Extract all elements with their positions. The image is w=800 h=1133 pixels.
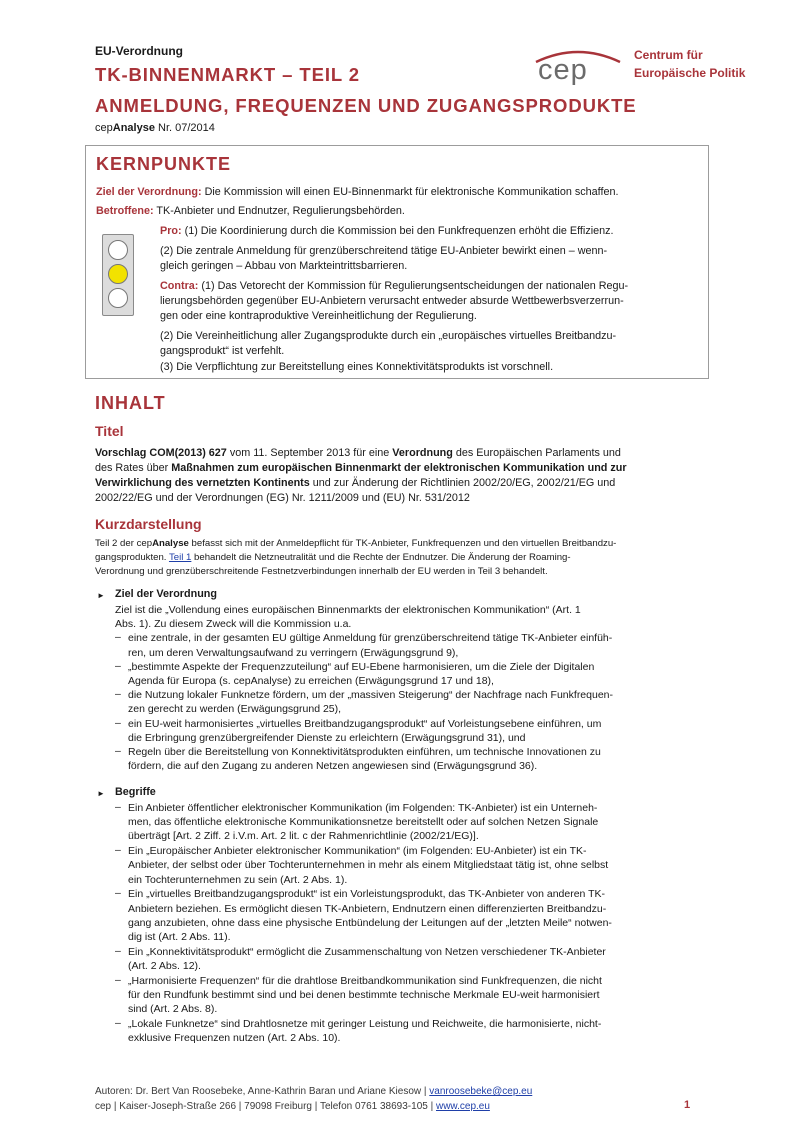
list-item: Agenda für Europa (s. cepAnalyse) zu erreichen (Erwägungsgrund 17 und 18), — [128, 675, 494, 687]
list-item: „Lokale Funknetze“ sind Drahtlosnetze mit geringer Leistung und Reichweite, die harmonisierte, nicht- — [128, 1018, 602, 1030]
traffic-light-icon — [102, 234, 134, 316]
ziel-text-line: Ziel ist die „Vollendung eines europäischen Binnenmarkts der elektronischen Kommunikation“ (Art. 1 — [115, 604, 581, 616]
cep-logo — [528, 40, 758, 90]
document-type: EU-Verordnung — [95, 44, 184, 58]
traffic-light-lamp-amber — [108, 264, 128, 284]
titel-line-2: des Rates über Maßnahmen zum europäischen Binnenmarkt der elektronischen Kommunikation und zur — [95, 462, 627, 474]
footer-address: cep | Kaiser-Joseph-Straße 266 | 79098 Freiburg | Telefon 0761 38693-105 | www.cep.eu — [95, 1101, 490, 1112]
kurz-line-2: gangsprodukten. Teil 1 behandelt die Netzneutralität und die Rechte der Endnutzer. Die Änderung der Roaming- — [95, 552, 571, 563]
list-dash: – — [115, 1017, 121, 1029]
bullet-arrow-icon: ► — [97, 789, 105, 798]
list-dash: – — [115, 631, 121, 644]
begriffe-heading: Begriffe — [115, 786, 156, 798]
document-title-line-1: TK-BINNENMARKT – TEIL 2 — [95, 64, 360, 85]
betroffene-line: Betroffene: TK-Anbieter und Endnutzer, Regulierungsbehörden. — [96, 205, 405, 217]
list-item: ein EU-weit harmonisiertes „virtuelles Breitbandzugangsprodukt“ auf Vorleistungsebene einführen, um — [128, 717, 602, 730]
contra-3: (3) Die Verpflichtung zur Bereitstellung eines Konnektivitätsprodukts ist vorschnell. — [160, 361, 554, 373]
titel-line-4: 2002/22/EG und der Verordnungen (EG) Nr. 1211/2009 und (EU) Nr. 531/2012 — [95, 492, 470, 504]
list-item: Ein Anbieter öffentlicher elektronischer Kommunikation (im Folgenden: TK-Anbieter) ist ein Unterneh- — [128, 802, 598, 814]
list-item: die Erbringung grenzübergreifender Dienste zu erleichtern (Erwägungsgrund 31), und — [128, 731, 526, 744]
list-item: die Nutzung lokaler Funknetze fördern, um der „massiven Steigerung“ der Nachfrage nach Funkfrequen- — [128, 689, 614, 702]
pro-1: Pro: (1) Die Koordinierung durch die Kommission bei den Funkfrequenzen erhöht die Effizienz. — [160, 225, 614, 237]
list-dash: – — [115, 688, 121, 701]
list-item: Ein „virtuelles Breitbandzugangsprodukt“ ist ein Vorleistungsprodukt, das TK-Anbieter von anderen TK- — [128, 888, 606, 901]
list-item: fördern, die auf den Zugang zu anderen Netzen angewiesen sind (Erwägungsgrund 36). — [128, 760, 538, 773]
list-item: überträgt [Art. 2 Ziff. 2 i.V.m. Art. 2 lit. c der Rahmenrichtlinie (2002/21/EG)]. — [128, 830, 479, 843]
list-dash: – — [115, 887, 121, 900]
contra-2-line-2: gangsprodukt“ ist verfehlt. — [160, 345, 285, 357]
list-item: gang anzubieten, ohne dass eine physische Entbündelung der Leitungen auf der „letzten Meile“ notwen- — [128, 916, 612, 929]
traffic-light-lamp — [108, 240, 128, 260]
document-title-line-2: ANMELDUNG, FREQUENZEN UND ZUGANGSPRODUKTE — [95, 95, 637, 116]
list-dash: – — [115, 745, 121, 757]
footer — [95, 1084, 532, 1114]
titel-line-3: Verwirklichung des vernetzten Kontinents und zur Änderung der Richtlinien 2002/20/EG, 2002/21/EG und — [95, 477, 616, 489]
list-dash: – — [115, 944, 121, 957]
list-dash: – — [115, 973, 121, 986]
list-item: dig ist (Art. 2 Abs. 11). — [128, 931, 231, 943]
website-link[interactable]: www.cep.eu — [435, 1101, 490, 1112]
titel-heading: Titel — [95, 423, 124, 439]
list-item: Ein „Europäischer Anbieter elektronischer Kommunikation“ (im Folgenden: EU-Anbieter) ist ein TK- — [128, 845, 587, 858]
contra-1-line-3: gen oder eine kontraproduktive Vereinheitlichung der Regulierung. — [160, 310, 477, 322]
list-item: sind (Art. 2 Abs. 8). — [128, 1003, 218, 1016]
page-number: 1 — [684, 1099, 691, 1111]
author-email-link[interactable]: vanroosebeke@cep.eu — [429, 1086, 533, 1097]
contra-1-line-2: lierungsbehörden gegenüber EU-Anbietern verursacht entweder absurde Wettbewerbsverzerrun- — [160, 295, 624, 307]
titel-line-1: Vorschlag COM(2013) 627 vom 11. September 2013 für eine Verordnung des Europäischen Parlaments und — [95, 447, 621, 459]
kurzdarstellung-heading: Kurzdarstellung — [95, 516, 202, 532]
pro-2-line-1: (2) Die zentrale Anmeldung für grenzüberschreitend tätige EU-Anbieter bewirkt einen – wenn- — [160, 245, 608, 257]
list-dash: – — [115, 716, 121, 729]
list-item: Anbietern beziehen. Es ermöglicht diesen TK-Anbietern, Endnutzern einen differenzierten Breitbandzu- — [128, 902, 607, 915]
list-item: „bestimmte Aspekte der Frequenzzuteilung“ auf EU-Ebene harmonisieren, um die Ziele der Digitalen — [128, 660, 595, 673]
footer-authors: Autoren: Dr. Bert Van Roosebeke, Anne-Kathrin Baran und Ariane Kiesow | vanroosebeke@cep.eu — [95, 1086, 533, 1097]
traffic-light-lamp — [108, 288, 128, 308]
logo-text: Centrum für Europäische Politik — [634, 48, 746, 80]
kernpunkte-box — [85, 145, 709, 379]
list-item: (Art. 2 Abs. 12). — [128, 960, 201, 972]
list-item: ein Tochterunternehmen zu sein (Art. 2 Abs. 1). — [128, 873, 348, 886]
list-item: exklusive Frequenzen nutzen (Art. 2 Abs. 10). — [128, 1032, 341, 1045]
list-item: eine zentrale, in der gesamten EU gültige Anmeldung für grenzüberschreitend tätige TK-Anbieter einfüh- — [128, 632, 613, 645]
list-item: Regeln über die Bereitstellung von Konnektivitätsprodukten einführen, um technische Innovationen zu — [128, 746, 601, 758]
list-dash: – — [115, 801, 121, 813]
list-item: für den Rundfunk bestimmt sind und bei denen bestimmte technische Merkmale EU-weit harmonisiert — [128, 989, 600, 1001]
list-dash: – — [115, 659, 121, 672]
pro-2-line-2: gleich geringen – Abbau von Markteintrittsbarrieren. — [160, 260, 408, 272]
list-item: „Harmonisierte Frequenzen“ für die drahtlose Breitbandkommunikation sind Funkfrequenzen, die nicht — [128, 974, 602, 987]
ziel-text-line: Abs. 1). Zu diesem Zweck will die Kommission u.a. — [115, 618, 352, 631]
ziel-heading: Ziel der Verordnung — [115, 588, 217, 600]
list-item: Anbieter, der selbst oder über Tochterunternehmen in mehr als einem Mitgliedstaat tätig ist, ohne selbst — [128, 859, 609, 872]
list-item: ren, um deren Verwaltungsaufwand zu verringern (Erwägungsgrund 9), — [128, 646, 459, 659]
inhalt-heading: INHALT — [95, 393, 166, 413]
list-item: men, das öffentliche elektronische Kommunikationsnetze bereitstellt oder auf solchen Netzen Signale — [128, 816, 599, 829]
kurz-line-1: Teil 2 der cepAnalyse befasst sich mit der Anmeldepflicht für TK-Anbieter, Funkfrequenzen und den virtuellen Breitbandzu- — [95, 538, 617, 549]
contra-2-line-1: (2) Die Vereinheitlichung aller Zugangsprodukte durch ein „europäisches virtuelles Breitbandzu- — [160, 330, 617, 342]
kurz-line-3: Verordnung und grenzüberschreitende Festnetzverbindungen innerhalb der EU werden in Teil 3 behandelt. — [95, 566, 548, 577]
ziel-line: Ziel der Verordnung: Die Kommission will einen EU-Binnenmarkt für elektronische Kommunikation schaffen. — [96, 186, 619, 198]
list-dash: – — [115, 844, 121, 857]
list-item: Ein „Konnektivitätsprodukt“ ermöglicht die Zusammenschaltung von Netzen verschiedener TK-Anbieter — [128, 945, 606, 958]
bullet-arrow-icon: ► — [97, 591, 105, 600]
contra-1-line-1: Contra: (1) Das Vetorecht der Kommission für Regulierungsentscheidungen der nationalen Regu- — [160, 280, 629, 292]
kernpunkte-heading: KERNPUNKTE — [96, 154, 232, 174]
analyse-number: cepAnalyse Nr. 07/2014 — [95, 122, 215, 134]
logo-mark: cep — [538, 54, 588, 86]
teil-1-link[interactable]: Teil 1 — [168, 552, 192, 563]
list-item: zen gerecht zu werden (Erwägungsgrund 25), — [128, 703, 342, 716]
